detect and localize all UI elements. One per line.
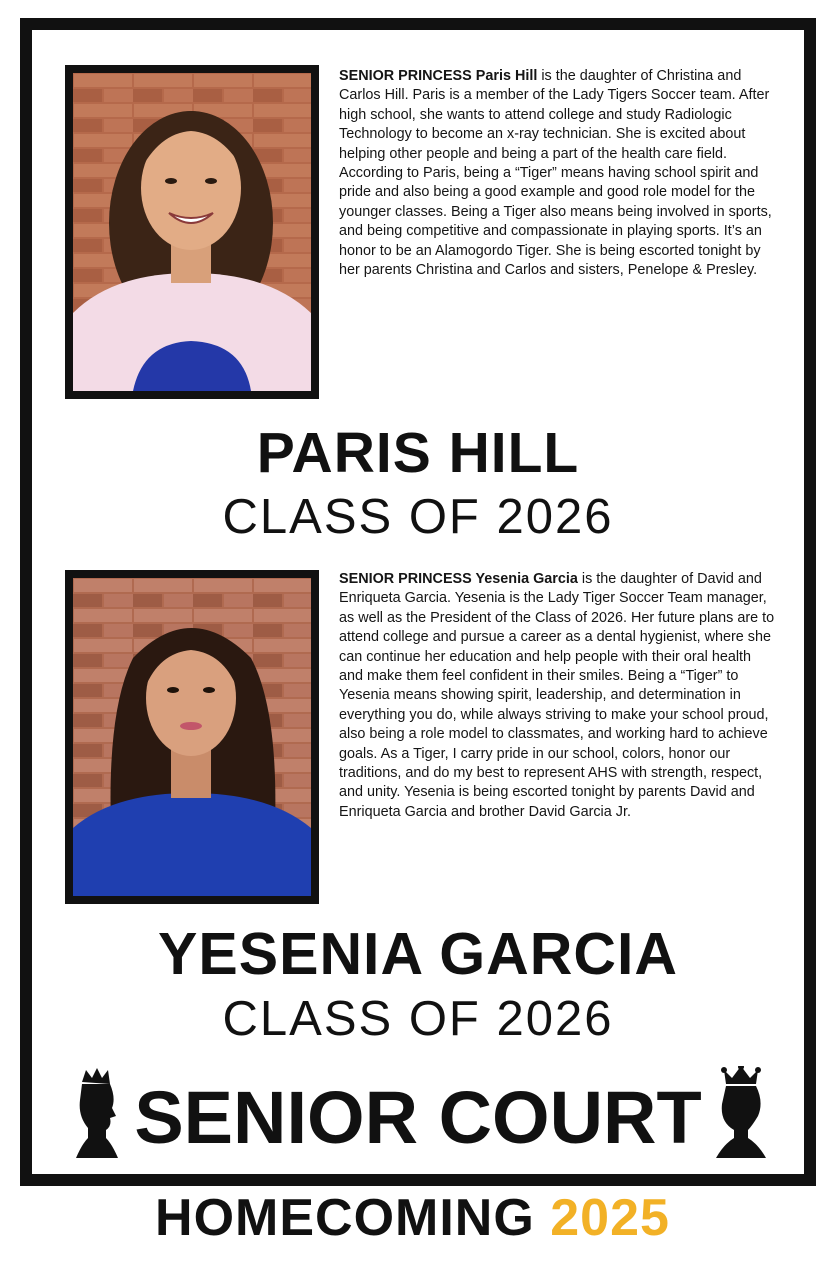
queen-silhouette-icon xyxy=(714,1066,768,1158)
homecoming-footer xyxy=(0,1188,825,1248)
yesenia-garcia-photo xyxy=(65,570,319,904)
yesenia-garcia-class: CLASS OF 2026 xyxy=(222,992,614,1046)
homecoming-year: 2025 xyxy=(550,1189,670,1247)
bio-lead: SENIOR PRINCESS Paris Hill xyxy=(339,68,538,84)
yesenia-garcia-name: YESENIA GARCIA xyxy=(158,921,678,987)
homecoming-word: HOMECOMING xyxy=(155,1189,535,1247)
king-silhouette-icon xyxy=(72,1068,120,1158)
bio-text: is the daughter of David and Enriqueta Garcia. Yesenia is the Lady Tiger Soccer Team manager, as well as the President of the Class of 2026. Her future plans are to attend college and pursue a career as a dental hygienist, where she can continue her education and help people with their oral health and make them feel confident in their smiles. Being a “Tiger” to Yesenia means showing spirit, leadership, and determination in everything you do, while always striving to make your school proud, also being a role model to classmates, and working hard to achieve goals. As a Tiger, I carry pride in our school, colors, honor our traditions, and do my best to represent AHS with strength, respect, and unity. Yesenia is being escorted tonight by parents David and Enriqueta Garcia and brother David Garcia Jr. xyxy=(339,571,775,820)
paris-hill-bio xyxy=(339,67,777,280)
paris-hill-photo xyxy=(65,65,319,399)
poster-frame xyxy=(20,18,816,1186)
senior-court-title: SENIOR COURT xyxy=(134,1076,702,1159)
yesenia-garcia-bio xyxy=(339,570,777,822)
bio-lead: SENIOR PRINCESS Yesenia Garcia xyxy=(339,571,578,587)
paris-hill-class: CLASS OF 2026 xyxy=(222,490,614,544)
bio-text: is the daughter of Christina and Carlos Hill. Paris is a member of the Lady Tigers Soccer team. After high school, she wants to attend college and study Radiologic Technology to become an x-ray technician. She is excited about helping other people and being a part of the health care field. According to Paris, being a “Tiger” means having school spirit and pride and also being a good example and good role model for the younger classes. Being a Tiger also means being involved in sports, and being competitive and compassionate in playing sports. It’s an honor to be an Alamogordo Tiger. She is being escorted tonight by her parents Christina and Carlos and sisters, Penelope & Presley. xyxy=(339,68,772,279)
paris-hill-name: PARIS HILL xyxy=(256,421,580,485)
